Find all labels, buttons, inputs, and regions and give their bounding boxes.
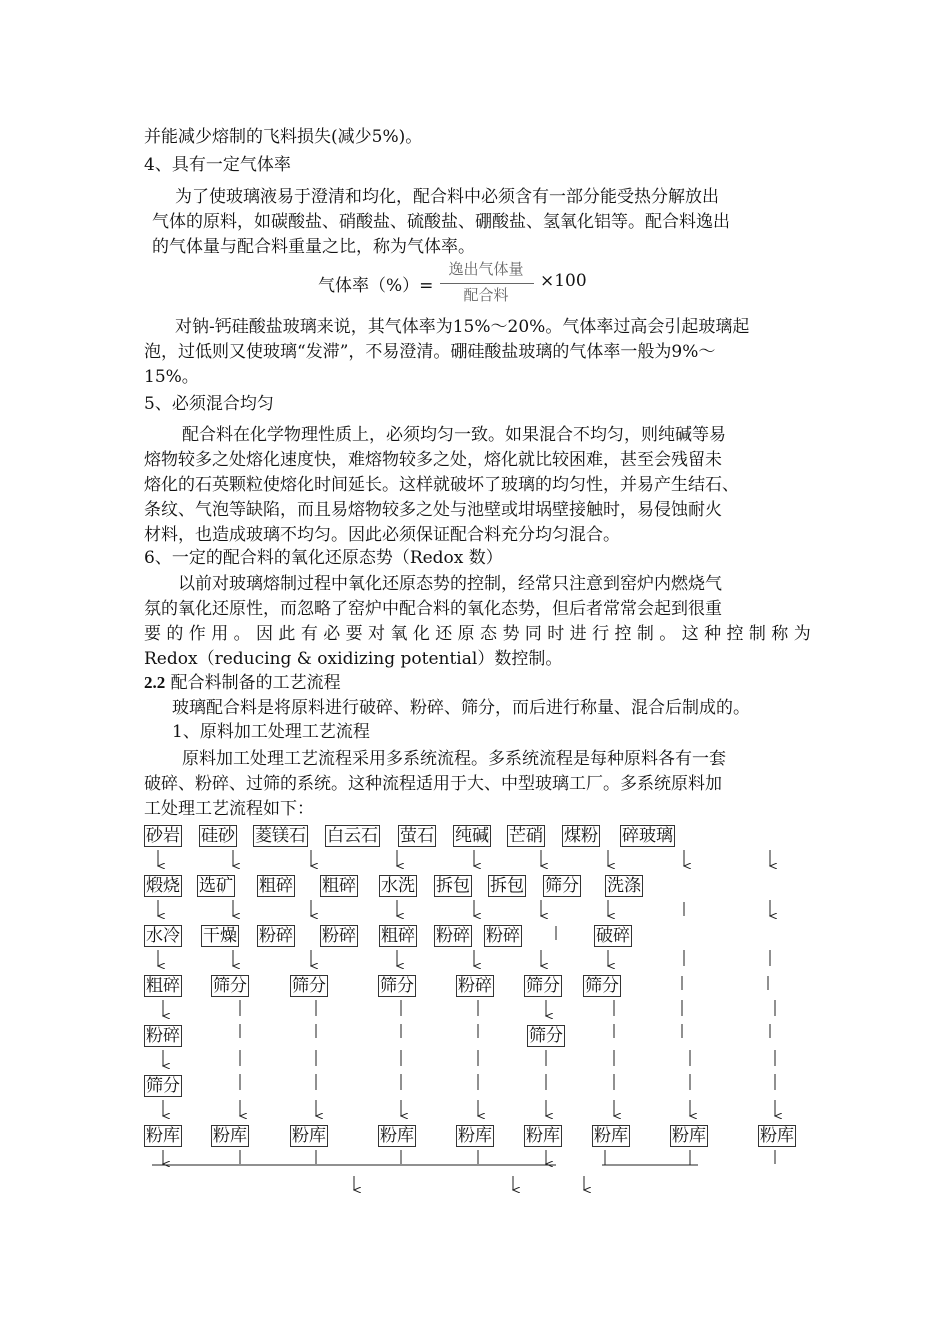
flow-box-raw-material: 芒硝 [509, 826, 543, 846]
flow-box-powder-bin: 粉库 [458, 1126, 492, 1146]
flow-box-step: 粉碎 [436, 926, 470, 946]
paragraph-line: 泡，过低则又使玻璃“发滞”，不易澄清。硼硅酸盐玻璃的气体率一般为9%～ [144, 342, 716, 362]
subheading-process: 1、原料加工处理工艺流程 [172, 722, 370, 742]
flow-box-step: 筛分 [526, 976, 560, 996]
flow-box-raw-material: 萤石 [400, 826, 434, 846]
paragraph-line: 玻璃配合料是将原料进行破碎、粉碎、筛分，而后进行称量、混合后制成的。 [172, 698, 750, 718]
flow-box-step: 筛分 [585, 976, 619, 996]
flow-box-step: 筛分 [380, 976, 414, 996]
flow-box-step: 粉碎 [486, 926, 520, 946]
paragraph-line: 熔化的石英颗粒使熔化时间延长。这样就破坏了玻璃的均匀性，并易产生结石、 [144, 475, 739, 495]
paragraph-line: 材料，也造成玻璃不均匀。因此必须保证配合料充分均匀混合。 [144, 525, 620, 545]
flow-box-step: 粗碎 [146, 976, 180, 996]
flow-box-raw-material: 硅砂 [201, 826, 235, 846]
flow-box-raw-material: 白云石 [327, 826, 378, 846]
flow-box-step: 粉碎 [146, 1026, 180, 1046]
paragraph-line: 为了使玻璃液易于澄清和均化，配合料中必须含有一部分能受热分解放出 [175, 187, 719, 207]
paragraph-line: 配合料在化学物理性质上，必须均匀一致。如果混合不均匀，则纯碱等易 [182, 425, 726, 445]
flow-box-step: 粉碎 [259, 926, 293, 946]
paragraph-line: 并能减少熔制的飞料损失(减少5%)。 [144, 127, 423, 147]
flow-box-step: 水洗 [381, 876, 415, 896]
flow-box-step: 破碎 [596, 926, 630, 946]
paragraph-line: 工处理工艺流程如下： [144, 799, 314, 819]
flow-box-step: 筛分 [292, 976, 326, 996]
flow-box-raw-material: 菱镁石 [255, 826, 306, 846]
formula-rhs: ×100 [540, 271, 587, 291]
flow-box-step: 粗碎 [322, 876, 356, 896]
flow-box-powder-bin: 粉库 [672, 1126, 706, 1146]
paragraph-line: 的气体量与配合料重量之比，称为气体率。 [152, 237, 475, 257]
paragraph-line: 对钠-钙硅酸盐玻璃来说，其气体率为15%～20%。气体率过高会引起玻璃起 [175, 317, 750, 337]
flow-box-powder-bin: 粉库 [594, 1126, 628, 1146]
section-title: 配合料制备的工艺流程 [170, 673, 341, 693]
flow-box-step: 选矿 [199, 876, 233, 896]
flow-box-powder-bin: 粉库 [760, 1126, 794, 1146]
flow-box-raw-material: 煤粉 [564, 826, 598, 846]
flow-box-step: 筛分 [146, 1076, 180, 1096]
subheading-gas-rate: 4、具有一定气体率 [144, 155, 291, 175]
paragraph-line: 15%。 [144, 367, 199, 387]
flow-box-step: 水冷 [146, 926, 180, 946]
flow-box-powder-bin: 粉库 [526, 1126, 560, 1146]
section-number: 2.2 [144, 673, 166, 692]
flow-box-raw-material: 纯碱 [455, 826, 489, 846]
flow-box-step: 干燥 [203, 926, 237, 946]
flow-box-step: 粉碎 [458, 976, 492, 996]
paragraph-line: Redox（reducing & oxidizing potential）数控制。 [144, 649, 563, 669]
paragraph-line: 气体的原料，如碳酸盐、硝酸盐、硫酸盐、硼酸盐、氢氧化铝等。配合料逸出 [152, 212, 730, 232]
flow-box-step: 洗涤 [607, 876, 641, 896]
flow-box-step: 筛分 [529, 1026, 563, 1046]
paragraph-line: 要 的 作 用 。 因 此 有 必 要 对 氧 化 还 原 态 势 同 时 进 行 控 制 。 这 种 控 制 称 为 [144, 624, 811, 644]
flow-box-step: 拆包 [490, 876, 524, 896]
flow-box-step: 拆包 [436, 876, 470, 896]
flow-box-raw-material: 砂岩 [146, 826, 180, 846]
flow-box-powder-bin: 粉库 [380, 1126, 414, 1146]
formula-numerator: 逸出气体量 [448, 260, 524, 278]
paragraph-line: 条纹、气泡等缺陷，而且易熔物较多之处与池壁或坩埚壁接触时，易侵蚀耐火 [144, 500, 722, 520]
flow-box-step: 粗碎 [259, 876, 293, 896]
paragraph-line: 熔物较多之处熔化速度快，难熔物较多之处，熔化就比较困难，甚至会残留未 [144, 450, 722, 470]
paragraph-line: 以前对玻璃熔制过程中氧化还原态势的控制，经常只注意到窑炉内燃烧气 [178, 574, 722, 594]
flow-box-powder-bin: 粉库 [213, 1126, 247, 1146]
flow-box-step: 粉碎 [322, 926, 356, 946]
formula-denominator: 配合料 [463, 286, 509, 304]
flow-box-step: 粗碎 [381, 926, 415, 946]
flow-box-powder-bin: 粉库 [146, 1126, 180, 1146]
subheading-redox: 6、一定的配合料的氧化还原态势（Redox 数） [144, 548, 503, 568]
flow-box-step: 筛分 [213, 976, 247, 996]
paragraph-line: 破碎、粉碎、过筛的系统。这种流程适用于大、中型玻璃工厂。多系统原料加 [144, 774, 722, 794]
flow-box-step: 筛分 [545, 876, 579, 896]
flow-box-powder-bin: 粉库 [292, 1126, 326, 1146]
flow-box-step: 煅烧 [146, 876, 180, 896]
flow-box-raw-material: 碎玻璃 [622, 826, 673, 846]
subheading-mixing: 5、必须混合均匀 [144, 394, 274, 414]
paragraph-line: 原料加工处理工艺流程采用多系统流程。多系统流程是每种原料各有一套 [182, 749, 726, 769]
paragraph-line: 氛的氧化还原性，而忽略了窑炉中配合料的氧化态势，但后者常常会起到很重 [144, 599, 722, 619]
formula-lhs: 气体率（%）= [318, 276, 434, 296]
